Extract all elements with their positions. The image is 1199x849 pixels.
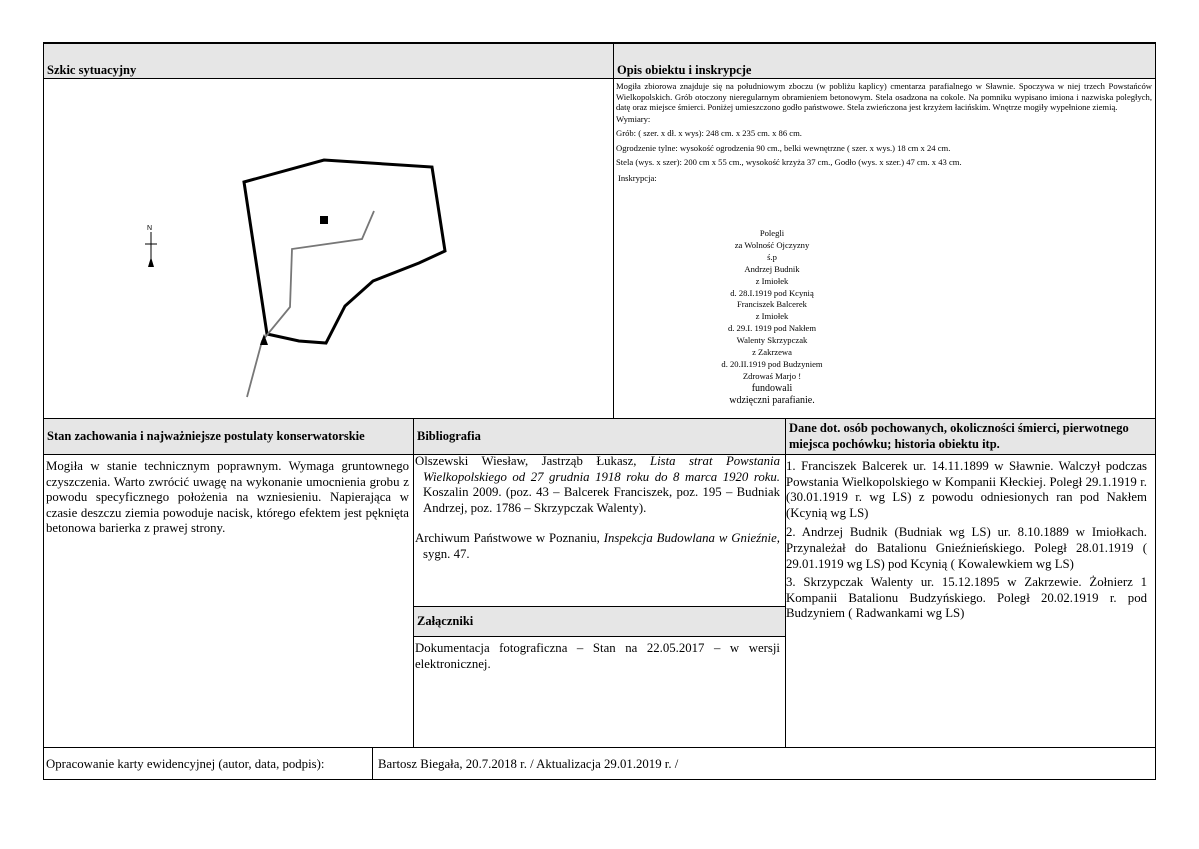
inscription-line: Franciszek Balcerek xyxy=(737,299,807,310)
bibliography-title: Bibliografia xyxy=(417,429,481,443)
path-line xyxy=(247,211,374,397)
inscription-line: Andrzej Budnik xyxy=(744,263,800,274)
bibliography-item-2 xyxy=(415,531,780,562)
footer-label-cell xyxy=(46,757,371,773)
inscription-line: d. 20.II.1919 pod Budzyniem xyxy=(721,358,823,369)
footer-label: Opracowanie karty ewidencyjnej (autor, data, podpis): xyxy=(46,757,325,771)
inscription-line: z Imiołek xyxy=(755,311,789,322)
persons-title: Dane dot. osób pochowanych, okoliczności śmierci, pierwotnego miejsca pochówku; historia obiektu itp. xyxy=(789,421,1129,451)
condition-text: Mogiła w stanie technicznym poprawnym. Wymaga gruntownego czyszczenia. Warto zwrócić uwagę na wykonanie umocnienia grobu z powodu specyficznego położenia na wzniesieniu. Napierająca w czasie deszczu ziemia powoduje nacisk, którego efektem jest pęknięta betonowa barierka z prawej strony. xyxy=(46,459,409,536)
condition-header xyxy=(44,419,413,454)
attachments-body xyxy=(415,641,780,672)
attachments-header-bottom xyxy=(413,636,785,637)
founders-line: wdzięczni parafianie. xyxy=(729,394,815,406)
dimension-grave: Grób: ( szer. x dł. x wys): 248 cm. x 235 cm. x 86 cm. xyxy=(616,128,802,138)
footer-top xyxy=(43,747,1156,748)
inscription-line: d. 28.I.1919 pod Kcynią xyxy=(730,287,814,298)
bibliography-item-1 xyxy=(415,454,780,516)
row2-col-divider-1 xyxy=(413,418,414,747)
person-entry-3: 3. Skrzypczak Walenty ur. 15.12.1895 w Zakrzewie. Żołnierz 1 Kompanii Batalionu Budzyńskiego. Poległ 20.02.1919 r. pod Budzyniem ( Radwankami wg LS) xyxy=(786,575,1147,621)
inscription-line: za Wolność Ojczyzny xyxy=(734,239,810,250)
situation-sketch xyxy=(44,79,613,418)
dimension-fence: Ogrodzenie tylne: wysokość ogrodzenia 90 cm., belki wewnętrzne ( szer. x wys.) 18 cm x 24 cm. xyxy=(616,142,951,153)
inscription-line: z Imiołek xyxy=(755,275,789,286)
table-border-right xyxy=(1155,42,1156,780)
footer-value: Bartosz Biegała, 20.7.2018 r. / Aktualizacja 29.01.2019 r. / xyxy=(378,757,679,771)
sketch-drawing xyxy=(44,79,613,418)
attachments-title: Załączniki xyxy=(417,614,474,628)
description-title: Opis obiektu i inskrypcje xyxy=(617,63,752,77)
attachments-header xyxy=(414,607,785,636)
dimensions-label: Wymiary: xyxy=(616,113,651,124)
inscription-line: Zdrowaś Marjo ! xyxy=(742,370,802,381)
footer-col-divider xyxy=(372,747,373,779)
sketch-header xyxy=(44,44,613,78)
inscription-line: ś.p xyxy=(767,251,777,262)
person-entry-1: 1. Franciszek Balcerek ur. 14.11.1899 w Sławnie. Walczył podczas Powstania Wielkopolskiego w Kompanii Kłeckiej. Poległ 29.1.1919 r. (30.01.1919 r. wg LS) z powodu odniesionych ran pod Nakłem (Kcynią wg LS) xyxy=(786,459,1147,520)
dimension-stela: Stela (wys. x szer): 200 cm x 55 cm., wysokość krzyża 37 cm., Godło (wys. x szer.) 47 cm. x 43 cm. xyxy=(616,157,962,167)
bib2-title: Inspekcja Budowlana w Gnieźnie, xyxy=(603,531,780,546)
person-entry-2: 2. Andrzej Budnik (Budniak wg LS) ur. 8.10.1889 w Imiołkach. Przynależał do Batalionu Gnieźnieńskiego. Poległ 28.01.1919 ( 29.01.1919 wg LS) pod Kcynią ( Kowalewkiem wg LS) xyxy=(786,525,1147,571)
bib2-rest: sygn. 47. xyxy=(423,546,470,561)
description-intro: Mogiła zbiorowa znajduje się na południowym zboczu (w pobliżu kaplicy) cmentarza parafialnego w Sławnie. Spoczywa w niej trzech Powstańców Wielkopolskich. Grób otoczony nieregularnym obramieniem betonowym. Stela osadzona na cokole. Na pomniku wypisano imiona i nazwiska poległych, datę oraz miejsce śmierci. Poniżej umieszczono godło państwowe. Stela zwieńczona jest krzyżem łacińskim. Wnętrze mogiły wypełnione ziemią. xyxy=(616,81,1152,112)
north-arrow xyxy=(145,225,157,267)
inscription-line: d. 29.I. 1919 pod Nakłem xyxy=(727,323,817,334)
condition-body xyxy=(46,459,409,537)
founders-line: fundowali xyxy=(751,382,793,394)
inscription-block xyxy=(672,228,872,407)
north-label: N xyxy=(147,225,153,232)
persons-header xyxy=(786,419,1155,454)
inscription-line: Walenty Skrzypczak xyxy=(736,335,808,346)
footer-value-cell xyxy=(378,757,1148,773)
stela-marker xyxy=(320,216,328,224)
bib1-rest: Koszalin 2009. (poz. 43 – Balcerek Franciszek, poz. 195 – Budniak Andrzej, poz. 1786 – Skrzypczak Walenty). xyxy=(423,485,780,515)
description-body xyxy=(614,81,1152,183)
bib1-author: Olszewski Wiesław, Jastrząb Łukasz, xyxy=(415,454,650,468)
condition-title: Stan zachowania i najważniejsze postulaty konserwatorskie xyxy=(47,429,365,443)
bib2-author: Archiwum Państwowe w Poznaniu, xyxy=(415,531,604,546)
inscription-line: z Zakrzewa xyxy=(752,347,792,358)
table-border-bottom xyxy=(43,779,1156,780)
description-header xyxy=(614,44,1155,78)
bibliography-body xyxy=(415,454,780,563)
bib1-title: Lista strat Powstania Wielkopolskiego od 27 grudnia 1918 roku do 8 marca 1920 roku. xyxy=(423,454,781,484)
attachments-text: Dokumentacja fotograficzna – Stan na 22.05.2017 – w wersji elektronicznej. xyxy=(415,641,780,671)
bibliography-header xyxy=(414,419,785,454)
sketch-title: Szkic sytuacyjny xyxy=(47,63,137,77)
inscription-label: Inskrypcja: xyxy=(618,172,657,183)
grave-outline xyxy=(244,160,445,343)
inscription-line: Polegli xyxy=(759,228,785,238)
persons-body xyxy=(786,459,1147,622)
